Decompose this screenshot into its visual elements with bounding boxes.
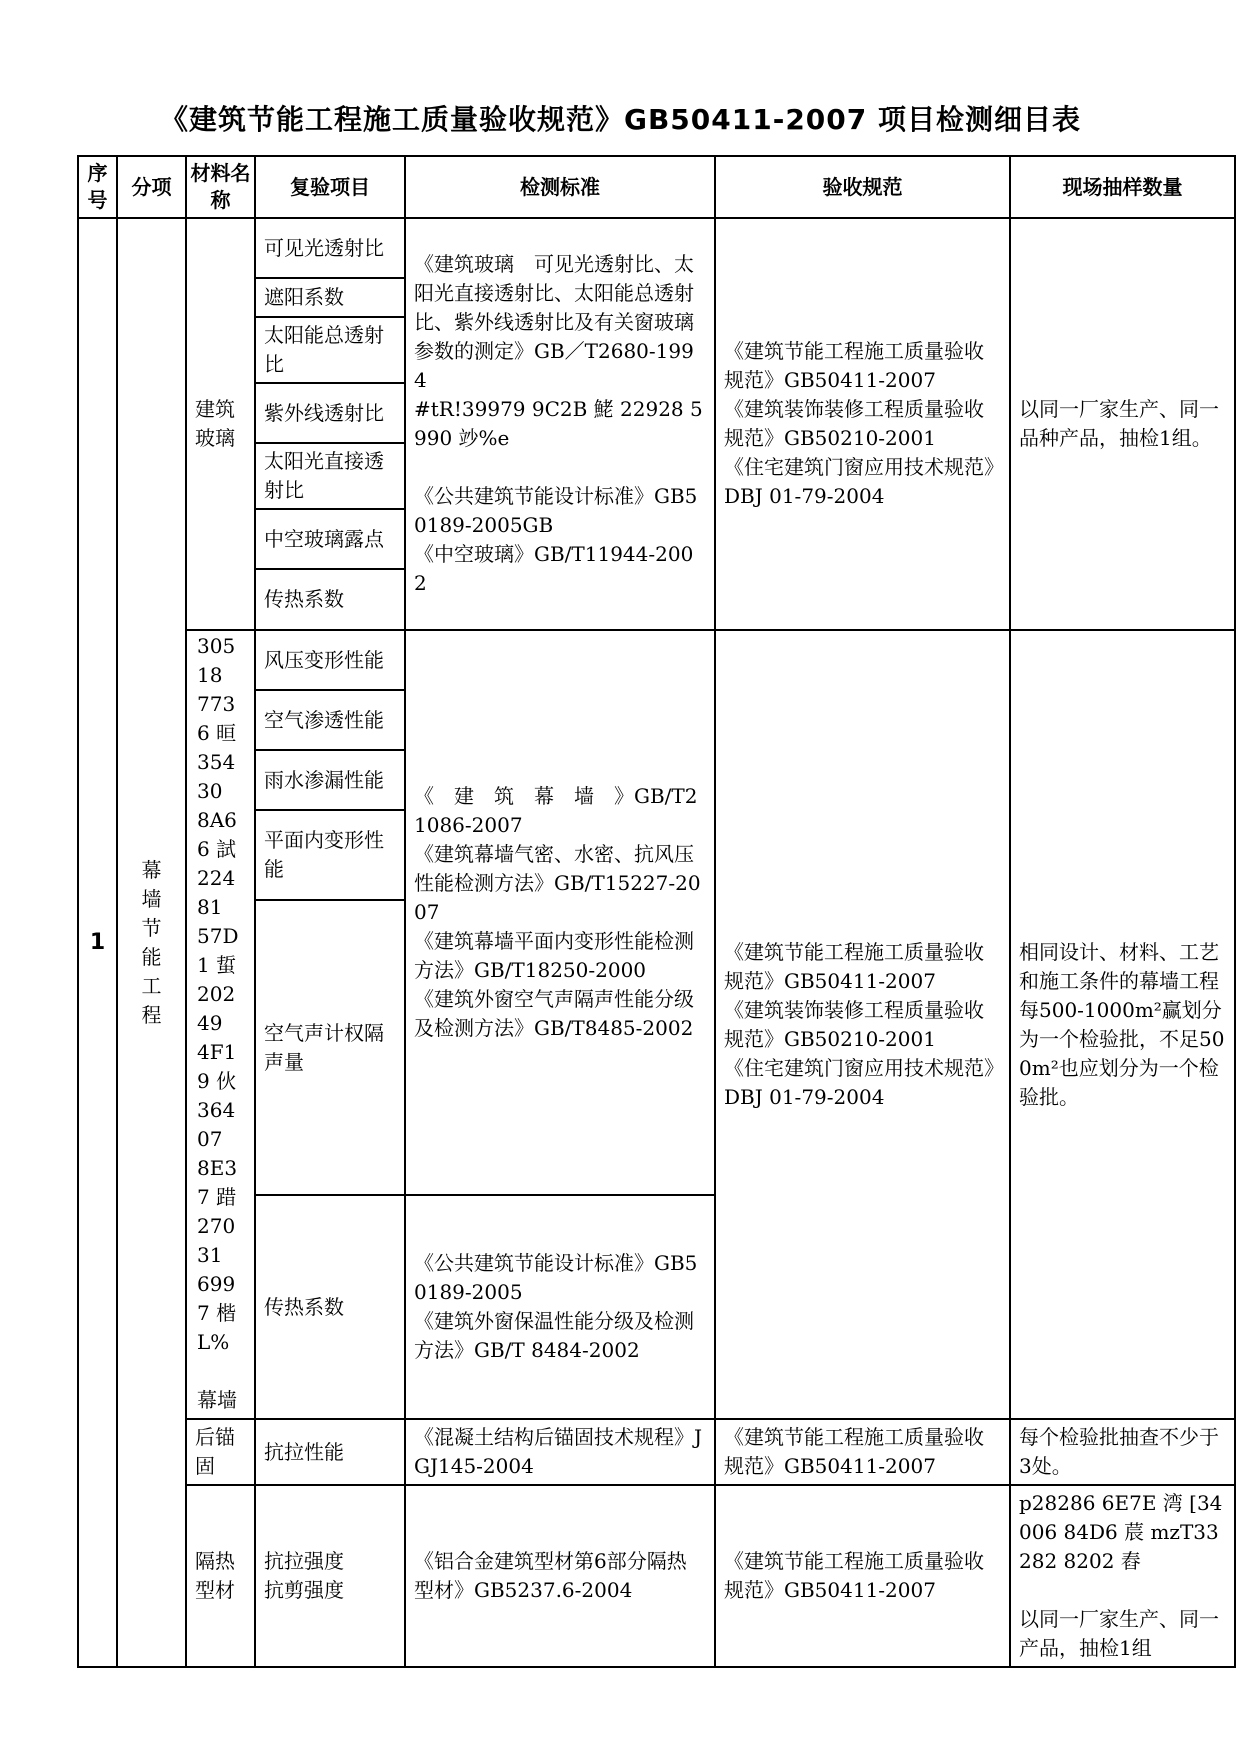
sampling-anchor: 每个检验批抽查不少于3处。	[1010, 1419, 1235, 1485]
test-item: 空气渗透性能	[255, 690, 405, 750]
material-glass: 建筑玻璃	[186, 218, 255, 630]
sampling-glass: 以同一厂家生产、同一品种产品，抽检1组。	[1010, 218, 1235, 630]
acceptance-curtain-wall: 《建筑节能工程施工质量验收规范》GB50411-2007 《建筑装饰装修工程质量验收规范》GB50210-2001 《住宅建筑门窗应用技术规范》DBJ 01-79-2004	[715, 630, 1010, 1419]
header-row	[78, 156, 1235, 218]
sampling-profile: p28286 6E7E 湾 [34006 84D6 莀 mzT33282 8202 舂 以同一厂家生产、同一产品，抽检1组	[1010, 1485, 1235, 1667]
test-item: 雨水渗漏性能	[255, 750, 405, 810]
document-title: 《建筑节能工程施工质量验收规范》GB50411-2007 项目检测细目表	[159, 103, 1082, 136]
acceptance-glass: 《建筑节能工程施工质量验收规范》GB50411-2007 《建筑装饰装修工程质量验收规范》GB50210-2001 《住宅建筑门窗应用技术规范》DBJ 01-79-2004	[715, 218, 1010, 630]
test-item: 遮阳系数	[255, 278, 405, 317]
test-item: 平面内变形性能	[255, 810, 405, 900]
test-item: 太阳能总透射比	[255, 317, 405, 383]
material-profile: 隔热型材	[186, 1485, 255, 1667]
standard-curtain-wall: 《 建 筑 幕 墙 》GB/T21086-2007 《建筑幕墙气密、水密、抗风压性能检测方法》GB/T15227-2007 《建筑幕墙平面内变形性能检测方法》GB/T18250-2000 《建筑外窗空气声隔声性能分级及检测方法》GB/T8485-2002	[405, 630, 715, 1195]
table-row	[78, 1419, 1235, 1485]
material-curtain-wall: 305 18 773 6 晅 354 30 8A6 6 試 224 81 57D 1 蜇 202 49 4F1 9 伙 364 07 8E3 7 踖 270 31 699 7 楷 L% 幕墙	[186, 630, 255, 1419]
test-item: 传热系数	[255, 569, 405, 630]
header-item: 复验项目	[255, 156, 405, 218]
material-anchor: 后锚固	[186, 1419, 255, 1485]
test-item: 空气声计权隔声量	[255, 900, 405, 1195]
standard-glass: 《建筑玻璃 可见光透射比、太阳光直接透射比、太阳能总透射比、紫外线透射比及有关窗玻璃参数的测定》GB／T2680-1994 #tR!39979 9C2B 鮱 22928 5990 竗%e 《公共建筑节能设计标准》GB50189-2005GB 《中空玻璃》GB/T11944-2002	[405, 218, 715, 630]
standard-anchor: 《混凝土结构后锚固技术规程》JGJ145-2004	[405, 1419, 715, 1485]
inspection-table	[77, 155, 1236, 1668]
table-row	[78, 1485, 1235, 1667]
acceptance-profile: 《建筑节能工程施工质量验收规范》GB50411-2007	[715, 1485, 1010, 1667]
test-item: 紫外线透射比	[255, 383, 405, 443]
acceptance-anchor: 《建筑节能工程施工质量验收规范》GB50411-2007	[715, 1419, 1010, 1485]
seq-number: 1	[78, 218, 117, 1667]
table-row	[78, 630, 1235, 690]
header-sampling: 现场抽样数量	[1010, 156, 1235, 218]
sampling-curtain-wall: 相同设计、材料、工艺和施工条件的幕墙工程每500-1000m²赢划分为一个检验批，不足500m²也应划分为一个检验批。	[1010, 630, 1235, 1419]
division-name: 幕墙节能工程	[117, 218, 186, 1667]
test-item: 抗拉强度 抗剪强度	[255, 1485, 405, 1667]
test-item: 传热系数	[255, 1195, 405, 1419]
header-division: 分项	[117, 156, 186, 218]
test-item: 抗拉性能	[255, 1419, 405, 1485]
test-item: 中空玻璃露点	[255, 509, 405, 569]
header-acceptance: 验收规范	[715, 156, 1010, 218]
test-item: 可见光透射比	[255, 218, 405, 278]
header-seq: 序号	[78, 156, 117, 218]
test-item: 太阳光直接透射比	[255, 443, 405, 509]
test-item: 风压变形性能	[255, 630, 405, 690]
standard-profile: 《铝合金建筑型材第6部分隔热型材》GB5237.6-2004	[405, 1485, 715, 1667]
header-material: 材料名称	[186, 156, 255, 218]
header-standard: 检测标准	[405, 156, 715, 218]
standard-curtain-wall-thermal: 《公共建筑节能设计标准》GB50189-2005 《建筑外窗保温性能分级及检测方法》GB/T 8484-2002	[405, 1195, 715, 1419]
table-row	[78, 218, 1235, 278]
